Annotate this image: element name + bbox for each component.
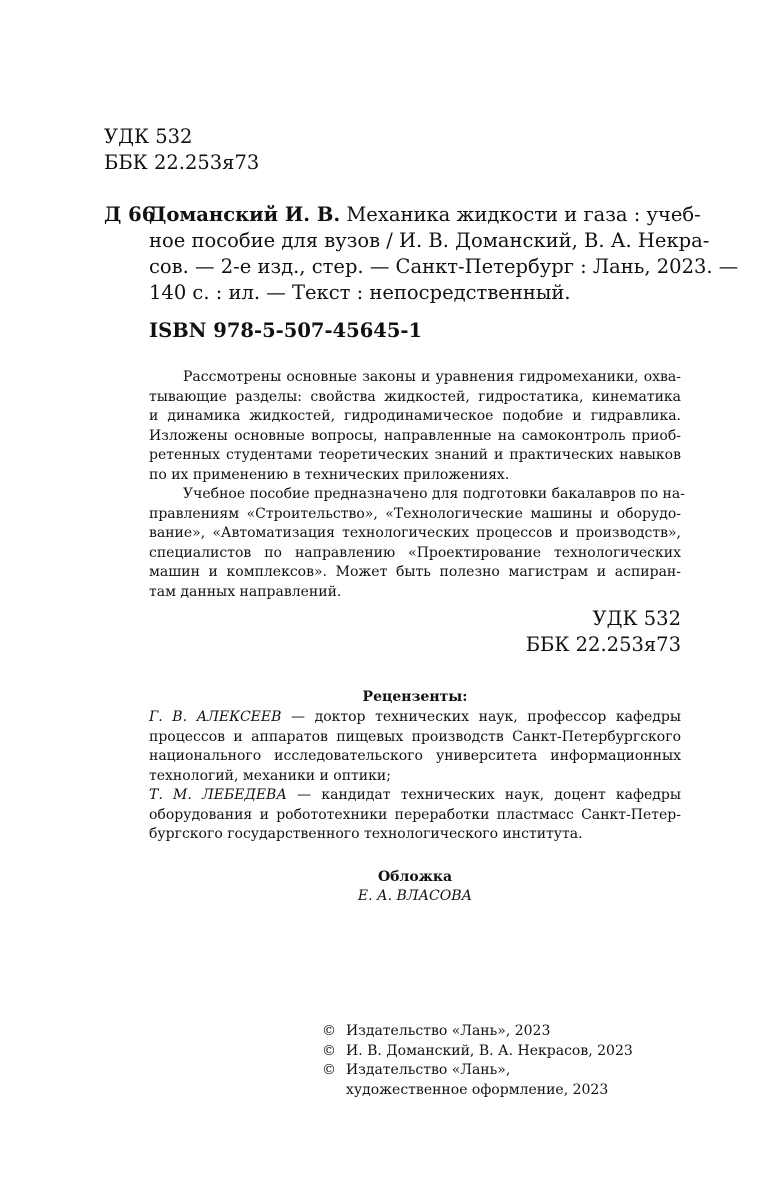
reviewer-line: национального исследовательского университета информационных bbox=[149, 748, 681, 764]
isbn: ISBN 978-5-507-45645-1 bbox=[149, 319, 423, 342]
reviewers-title: Рецензенты: bbox=[362, 689, 468, 705]
bbk-code: ББК 22.253я73 bbox=[104, 151, 260, 174]
abstract-line: вание», «Автоматизация технологических процессов и производств», bbox=[149, 525, 681, 541]
author-name: Доманский И. В. bbox=[149, 203, 341, 226]
copyright-line: © Издательство «Лань», bbox=[322, 1061, 633, 1081]
abstract-line: правлениям «Строительство», «Технологические машины и оборудо- bbox=[149, 505, 681, 522]
abstract-line: и динамика жидкостей, гидродинамическое подобие и гидравлика. bbox=[149, 408, 681, 424]
reviewer-line: процессов и аппаратов пищевых производств Санкт-Петербургского bbox=[149, 728, 681, 745]
abstract-line: Рассмотрены основные законы и уравнения гидромеханики, охва- bbox=[183, 369, 681, 385]
copyright-icon: © bbox=[322, 1023, 336, 1039]
reviewer-name: Т. М. ЛЕБЕДЕВА bbox=[149, 787, 287, 803]
reviewer-line: бургского государственного технологического института. bbox=[149, 826, 583, 842]
copyright-line: художественное оформление, 2023 bbox=[346, 1081, 609, 1098]
udk-code: УДК 532 bbox=[104, 125, 193, 148]
copyright-line: © Издательство «Лань», 2023 bbox=[322, 1022, 633, 1042]
cover-title: Обложка bbox=[377, 869, 453, 885]
reviewers-list bbox=[149, 708, 681, 845]
copyright-icon: © bbox=[322, 1042, 336, 1059]
udk-code-bottom: УДК 532 bbox=[592, 607, 681, 630]
bib-line: сов. — 2-е изд., стер. — Санкт-Петербург : Лань, 2023. — bbox=[149, 255, 739, 278]
reviewer-line: Г. В. АЛЕКСЕЕВ — доктор технических наук, профессор кафедры bbox=[149, 709, 681, 725]
bib-line: ное пособие для вузов / И. В. Доманский, В. А. Некра- bbox=[149, 229, 710, 252]
author-mark: Д 66 bbox=[104, 203, 156, 226]
abstract-line: Изложены основные вопросы, направленные на самоконтроль приоб- bbox=[149, 427, 681, 444]
abstract-line: ретенных студентами теоретических знаний и практических навыков bbox=[149, 447, 681, 463]
classification-top bbox=[104, 124, 259, 176]
classification-bottom bbox=[526, 606, 681, 658]
abstract-line: машин и комплексов». Может быть полезно магистрам и аспиран- bbox=[149, 564, 681, 580]
reviewer-line: оборудования и робототехники переработки пластмасс Санкт-Петер- bbox=[149, 806, 681, 823]
bib-line: Доманский И. В. Механика жидкости и газа : учеб- bbox=[149, 203, 701, 226]
cover-designer: Е. А. ВЛАСОВА bbox=[357, 888, 473, 904]
abstract-line: тывающие разделы: свойства жидкостей, гидростатика, кинематика bbox=[149, 388, 681, 405]
bbk-code-bottom: ББК 22.253я73 bbox=[525, 633, 681, 656]
abstract-line: специалистов по направлению «Проектирование технологических bbox=[149, 544, 681, 561]
copyright-line: © И. В. Доманский, В. А. Некрасов, 2023 bbox=[322, 1042, 633, 1062]
copyright-icon: © bbox=[322, 1062, 336, 1078]
abstract-line: по их применению в технических приложениях. bbox=[149, 466, 510, 483]
reviewer-name: Г. В. АЛЕКСЕЕВ bbox=[149, 709, 282, 725]
reviewer-line: технологий, механики и оптики; bbox=[149, 767, 391, 784]
abstract-line: там данных направлений. bbox=[149, 583, 342, 600]
bibliographic-record bbox=[149, 202, 739, 306]
abstract-line: Учебное пособие предназначено для подготовки бакалавров по на- bbox=[183, 486, 685, 502]
bib-line: 140 с. : ил. — Текст : непосредственный. bbox=[149, 281, 571, 304]
reviewer-line: Т. М. ЛЕБЕДЕВА — кандидат технических наук, доцент кафедры bbox=[149, 787, 681, 803]
copyright-block bbox=[322, 1022, 633, 1100]
abstract bbox=[149, 368, 685, 602]
